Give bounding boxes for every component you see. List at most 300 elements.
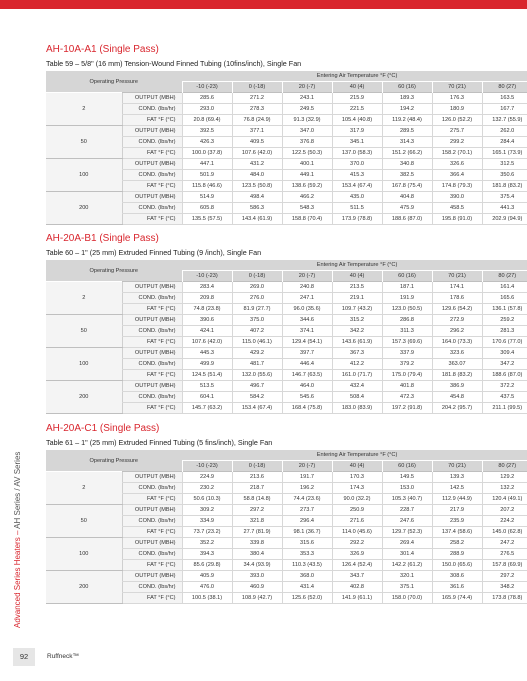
table-row: [46, 192, 527, 203]
row-label: OUTPUT (MBH): [122, 381, 182, 392]
entering-air-header: Entering Air Temperature °F (°C): [182, 71, 527, 82]
data-cell: 337.9: [382, 348, 432, 359]
data-cell: 124.5 (51.4): [182, 370, 232, 381]
pressure-cell: 50: [46, 505, 122, 538]
data-cell: 247.1: [282, 293, 332, 304]
data-cell: 340.8: [382, 159, 432, 170]
data-cell: 397.7: [282, 348, 332, 359]
section-title: AH-20A-B1 (Single Pass): [46, 233, 159, 244]
data-cell: 342.2: [332, 326, 382, 337]
data-cell: 449.1: [282, 170, 332, 181]
data-cell: 143.6 (61.9): [332, 337, 382, 348]
data-cell: 135.5 (57.5): [182, 214, 232, 225]
data-cell: 181.8 (83.2): [482, 181, 527, 192]
row-label: OUTPUT (MBH): [122, 282, 182, 293]
data-cell: 170.6 (77.0): [482, 337, 527, 348]
data-cell: 153.4 (67.4): [332, 181, 382, 192]
data-cell: 361.6: [432, 582, 482, 593]
data-cell: 367.3: [332, 348, 382, 359]
data-cell: 213.5: [332, 282, 382, 293]
data-cell: 407.2: [232, 326, 282, 337]
data-cell: 250.9: [332, 505, 382, 516]
row-label: FAT °F (°C): [122, 148, 182, 159]
page-number: 92: [13, 648, 35, 666]
data-cell: 334.9: [182, 516, 232, 527]
data-cell: 259.2: [482, 315, 527, 326]
data-cell: 247.2: [482, 538, 527, 549]
data-cell: 165.9 (74.4): [432, 593, 482, 604]
data-cell: 312.5: [482, 159, 527, 170]
data-cell: 405.9: [182, 571, 232, 582]
data-cell: 110.3 (43.5): [282, 560, 332, 571]
data-cell: 323.6: [432, 348, 482, 359]
row-label: OUTPUT (MBH): [122, 538, 182, 549]
data-cell: 243.1: [282, 93, 332, 104]
data-cell: 109.7 (43.2): [332, 304, 382, 315]
row-label: OUTPUT (MBH): [122, 192, 182, 203]
data-cell: 481.7: [232, 359, 282, 370]
data-cell: 224.2: [482, 516, 527, 527]
data-cell: 548.3: [282, 203, 332, 214]
data-cell: 386.9: [432, 381, 482, 392]
data-cell: 149.5: [382, 472, 432, 483]
row-label: FAT °F (°C): [122, 115, 182, 126]
column-header: 60 (16): [382, 461, 432, 472]
data-cell: 366.4: [432, 170, 482, 181]
data-cell: 511.5: [332, 203, 382, 214]
data-cell: 50.6 (10.3): [182, 494, 232, 505]
pressure-cell: 100: [46, 348, 122, 381]
data-cell: 472.3: [382, 392, 432, 403]
data-cell: 107.6 (42.0): [232, 148, 282, 159]
data-cell: 218.7: [232, 483, 282, 494]
data-cell: 105.4 (40.8): [332, 115, 382, 126]
row-label: COND. (lbs/hr): [122, 203, 182, 214]
data-cell: 96.0 (35.6): [282, 304, 332, 315]
data-cell: 137.0 (58.3): [332, 148, 382, 159]
table-caption: Table 60 – 1" (25 mm) Extruded Finned Tubing (9 /inch), Single Fan: [46, 248, 262, 257]
row-label: OUTPUT (MBH): [122, 315, 182, 326]
table-row: [46, 93, 527, 104]
pressure-cell: 200: [46, 571, 122, 604]
data-cell: 431.4: [282, 582, 332, 593]
row-label: FAT °F (°C): [122, 304, 182, 315]
data-cell: 115.0 (46.1): [232, 337, 282, 348]
data-cell: 145.7 (63.2): [182, 403, 232, 414]
data-cell: 353.3: [282, 549, 332, 560]
row-label: FAT °F (°C): [122, 403, 182, 414]
column-header: 20 (-7): [282, 271, 332, 282]
data-cell: 496.7: [232, 381, 282, 392]
data-cell: 217.9: [432, 505, 482, 516]
data-cell: 317.9: [332, 126, 382, 137]
data-cell: 347.0: [282, 126, 332, 137]
data-cell: 276.5: [482, 549, 527, 560]
data-cell: 514.9: [182, 192, 232, 203]
operating-pressure-header: Operating Pressure: [46, 260, 182, 282]
table-row: [46, 348, 527, 359]
data-cell: 380.4: [232, 549, 282, 560]
table-row: [46, 381, 527, 392]
column-header: 40 (4): [332, 82, 382, 93]
data-cell: 138.6 (59.2): [282, 181, 332, 192]
data-cell: 91.3 (32.9): [282, 115, 332, 126]
column-header: 80 (27): [482, 82, 527, 93]
data-cell: 424.1: [182, 326, 232, 337]
row-label: OUTPUT (MBH): [122, 472, 182, 483]
data-cell: 90.0 (32.2): [332, 494, 382, 505]
data-cell: 390.6: [182, 315, 232, 326]
data-cell: 174.8 (79.3): [432, 181, 482, 192]
pressure-cell: 50: [46, 315, 122, 348]
data-cell: 404.8: [382, 192, 432, 203]
data-cell: 426.3: [182, 137, 232, 148]
row-label: COND. (lbs/hr): [122, 293, 182, 304]
column-header: 0 (-18): [232, 461, 282, 472]
data-cell: 129.7 (52.3): [382, 527, 432, 538]
data-cell: 191.9: [382, 293, 432, 304]
table-caption: Table 61 – 1" (25 mm) Extruded Finned Tubing (5 fins/inch), Single Fan: [46, 438, 273, 447]
data-cell: 145.0 (62.8): [482, 527, 527, 538]
data-cell: 339.8: [232, 538, 282, 549]
section-title: AH-20A-C1 (Single Pass): [46, 423, 160, 434]
row-label: OUTPUT (MBH): [122, 348, 182, 359]
data-cell: 74.4 (23.6): [282, 494, 332, 505]
column-header: 80 (27): [482, 271, 527, 282]
row-label: OUTPUT (MBH): [122, 505, 182, 516]
table-row: [46, 505, 527, 516]
data-cell: 445.3: [182, 348, 232, 359]
data-cell: 311.3: [382, 326, 432, 337]
data-cell: 174.1: [432, 282, 482, 293]
side-series-label: Advanced Series Heaters – AH Series / AV Series: [13, 451, 22, 628]
data-cell: 412.2: [332, 359, 382, 370]
data-cell: 375.0: [232, 315, 282, 326]
data-cell: 74.8 (23.8): [182, 304, 232, 315]
data-cell: 126.4 (52.4): [332, 560, 382, 571]
data-cell: 370.0: [332, 159, 382, 170]
data-cell: 437.5: [482, 392, 527, 403]
data-cell: 460.9: [232, 582, 282, 593]
column-header: 20 (-7): [282, 461, 332, 472]
data-cell: 435.0: [332, 192, 382, 203]
data-cell: 180.9: [432, 104, 482, 115]
data-cell: 164.0 (73.3): [432, 337, 482, 348]
data-cell: 194.2: [382, 104, 432, 115]
data-cell: 151.2 (66.2): [382, 148, 432, 159]
data-cell: 129.2: [482, 472, 527, 483]
column-header: 0 (-18): [232, 271, 282, 282]
data-cell: 167.8 (75.4): [382, 181, 432, 192]
data-cell: 150.0 (65.6): [432, 560, 482, 571]
column-header: 70 (21): [432, 271, 482, 282]
row-label: COND. (lbs/hr): [122, 104, 182, 115]
data-cell: 584.2: [232, 392, 282, 403]
data-cell: 288.9: [432, 549, 482, 560]
data-cell: 76.8 (24.9): [232, 115, 282, 126]
data-cell: 586.3: [232, 203, 282, 214]
data-cell: 191.7: [282, 472, 332, 483]
pressure-cell: 2: [46, 93, 122, 126]
pressure-cell: 100: [46, 538, 122, 571]
data-cell: 393.0: [232, 571, 282, 582]
data-cell: 129.4 (54.1): [282, 337, 332, 348]
data-cell: 34.4 (93.9): [232, 560, 282, 571]
data-cell: 207.2: [482, 505, 527, 516]
data-cell: 187.1: [382, 282, 432, 293]
data-cell: 228.7: [382, 505, 432, 516]
data-cell: 142.2 (61.2): [382, 560, 432, 571]
data-cell: 501.9: [182, 170, 232, 181]
data-cell: 183.0 (83.9): [332, 403, 382, 414]
data-cell: 314.3: [382, 137, 432, 148]
data-cell: 476.0: [182, 582, 232, 593]
data-cell: 123.0 (50.5): [382, 304, 432, 315]
header-row: [46, 260, 527, 271]
data-cell: 112.9 (44.9): [432, 494, 482, 505]
data-cell: 326.9: [332, 549, 382, 560]
data-cell: 350.6: [482, 170, 527, 181]
data-cell: 320.1: [382, 571, 432, 582]
row-label: OUTPUT (MBH): [122, 159, 182, 170]
column-header: -10 (-23): [182, 271, 232, 282]
data-cell: 292.2: [332, 538, 382, 549]
data-cell: 129.6 (54.2): [432, 304, 482, 315]
top-accent-bar: [0, 0, 527, 9]
data-cell: 158.8 (70.4): [282, 214, 332, 225]
data-cell: 202.9 (94.9): [482, 214, 527, 225]
row-label: FAT °F (°C): [122, 214, 182, 225]
data-cell: 296.4: [282, 516, 332, 527]
data-cell: 249.5: [282, 104, 332, 115]
data-cell: 262.0: [482, 126, 527, 137]
data-cell: 368.0: [282, 571, 332, 582]
data-cell: 375.1: [382, 582, 432, 593]
data-cell: 114.0 (45.6): [332, 527, 382, 538]
table-row: [46, 315, 527, 326]
data-cell: 402.8: [332, 582, 382, 593]
data-cell: 309.4: [482, 348, 527, 359]
row-label: COND. (lbs/hr): [122, 170, 182, 181]
data-cell: 240.8: [282, 282, 332, 293]
performance-table: [46, 450, 527, 604]
row-label: FAT °F (°C): [122, 560, 182, 571]
data-cell: 545.6: [282, 392, 332, 403]
row-label: OUTPUT (MBH): [122, 126, 182, 137]
row-label: COND. (lbs/hr): [122, 137, 182, 148]
data-cell: 466.2: [282, 192, 332, 203]
pressure-cell: 200: [46, 192, 122, 225]
data-cell: 158.2 (70.1): [432, 148, 482, 159]
data-cell: 139.3: [432, 472, 482, 483]
data-cell: 126.0 (52.2): [432, 115, 482, 126]
data-cell: 161.4: [482, 282, 527, 293]
data-cell: 123.5 (50.8): [232, 181, 282, 192]
data-cell: 20.8 (69.4): [182, 115, 232, 126]
data-cell: 175.0 (79.4): [382, 370, 432, 381]
table-section: [46, 44, 523, 225]
pressure-cell: 2: [46, 472, 122, 505]
data-cell: 271.6: [332, 516, 382, 527]
data-cell: 447.1: [182, 159, 232, 170]
data-cell: 348.2: [482, 582, 527, 593]
data-cell: 275.7: [432, 126, 482, 137]
performance-table: [46, 71, 527, 225]
column-header: 0 (-18): [232, 82, 282, 93]
data-cell: 286.8: [382, 315, 432, 326]
data-cell: 167.7: [482, 104, 527, 115]
header-row: [46, 71, 527, 82]
data-cell: 498.4: [232, 192, 282, 203]
data-cell: 125.6 (52.0): [282, 593, 332, 604]
data-cell: 431.2: [232, 159, 282, 170]
data-cell: 392.5: [182, 126, 232, 137]
data-cell: 173.9 (78.8): [332, 214, 382, 225]
data-cell: 271.2: [232, 93, 282, 104]
pressure-cell: 2: [46, 282, 122, 315]
data-cell: 363.07: [432, 359, 482, 370]
data-cell: 276.0: [232, 293, 282, 304]
row-label: COND. (lbs/hr): [122, 483, 182, 494]
data-cell: 157.3 (69.6): [382, 337, 432, 348]
column-header: 70 (21): [432, 82, 482, 93]
pressure-cell: 100: [46, 159, 122, 192]
data-cell: 269.4: [382, 538, 432, 549]
data-cell: 508.4: [332, 392, 382, 403]
data-cell: 484.0: [232, 170, 282, 181]
data-cell: 315.2: [332, 315, 382, 326]
data-cell: 301.4: [382, 549, 432, 560]
data-cell: 188.6 (87.0): [382, 214, 432, 225]
data-cell: 170.3: [332, 472, 382, 483]
data-cell: 464.0: [282, 381, 332, 392]
data-cell: 352.2: [182, 538, 232, 549]
row-label: COND. (lbs/hr): [122, 359, 182, 370]
data-cell: 272.9: [432, 315, 482, 326]
data-cell: 475.9: [382, 203, 432, 214]
row-label: FAT °F (°C): [122, 494, 182, 505]
data-cell: 107.6 (42.0): [182, 337, 232, 348]
data-cell: 224.9: [182, 472, 232, 483]
data-cell: 105.3 (40.7): [382, 494, 432, 505]
row-label: COND. (lbs/hr): [122, 326, 182, 337]
entering-air-header: Entering Air Temperature °F (°C): [182, 450, 527, 461]
data-cell: 258.2: [432, 538, 482, 549]
data-cell: 157.8 (69.9): [482, 560, 527, 571]
data-cell: 181.8 (83.2): [432, 370, 482, 381]
column-header: -10 (-23): [182, 82, 232, 93]
column-header: 40 (4): [332, 461, 382, 472]
table-row: [46, 472, 527, 483]
data-cell: 122.5 (50.3): [282, 148, 332, 159]
column-header: 70 (21): [432, 461, 482, 472]
column-header: 20 (-7): [282, 82, 332, 93]
data-cell: 188.6 (87.0): [482, 370, 527, 381]
data-cell: 197.2 (91.8): [382, 403, 432, 414]
data-cell: 132.2: [482, 483, 527, 494]
data-cell: 513.5: [182, 381, 232, 392]
data-cell: 374.1: [282, 326, 332, 337]
table-row: [46, 538, 527, 549]
data-cell: 189.3: [382, 93, 432, 104]
data-cell: 284.4: [482, 137, 527, 148]
data-cell: 230.2: [182, 483, 232, 494]
row-label: FAT °F (°C): [122, 370, 182, 381]
table-row: [46, 282, 527, 293]
data-cell: 308.6: [432, 571, 482, 582]
data-cell: 120.4 (49.1): [482, 494, 527, 505]
column-header: -10 (-23): [182, 461, 232, 472]
data-cell: 141.9 (61.1): [332, 593, 382, 604]
data-cell: 73.7 (23.2): [182, 527, 232, 538]
row-label: COND. (lbs/hr): [122, 516, 182, 527]
table-section: [46, 233, 523, 414]
column-header: 80 (27): [482, 461, 527, 472]
table-section: [46, 423, 523, 604]
data-cell: 132.7 (55.9): [482, 115, 527, 126]
data-cell: 441.3: [482, 203, 527, 214]
data-cell: 27.7 (81.9): [232, 527, 282, 538]
data-cell: 108.9 (42.7): [232, 593, 282, 604]
data-cell: 153.4 (67.4): [232, 403, 282, 414]
data-cell: 429.2: [232, 348, 282, 359]
data-cell: 142.5: [432, 483, 482, 494]
data-cell: 165.1 (73.9): [482, 148, 527, 159]
operating-pressure-header: Operating Pressure: [46, 450, 182, 472]
data-cell: 161.0 (71.7): [332, 370, 382, 381]
data-cell: 376.8: [282, 137, 332, 148]
data-cell: 432.4: [332, 381, 382, 392]
data-cell: 146.7 (63.5): [282, 370, 332, 381]
column-header: 40 (4): [332, 271, 382, 282]
header-row: [46, 450, 527, 461]
column-header: 60 (16): [382, 82, 432, 93]
data-cell: 278.3: [232, 104, 282, 115]
data-cell: 296.2: [432, 326, 482, 337]
row-label: FAT °F (°C): [122, 593, 182, 604]
data-cell: 209.8: [182, 293, 232, 304]
data-cell: 85.6 (29.8): [182, 560, 232, 571]
data-cell: 100.5 (38.1): [182, 593, 232, 604]
data-cell: 195.8 (91.0): [432, 214, 482, 225]
table-row: [46, 159, 527, 170]
data-cell: 382.5: [382, 170, 432, 181]
data-cell: 211.1 (99.5): [482, 403, 527, 414]
data-cell: 347.2: [482, 359, 527, 370]
row-label: FAT °F (°C): [122, 527, 182, 538]
data-cell: 143.4 (61.9): [232, 214, 282, 225]
data-cell: 309.2: [182, 505, 232, 516]
data-cell: 454.8: [432, 392, 482, 403]
data-cell: 119.2 (48.4): [382, 115, 432, 126]
data-cell: 215.9: [332, 93, 382, 104]
data-cell: 221.5: [332, 104, 382, 115]
data-cell: 293.0: [182, 104, 232, 115]
data-cell: 315.6: [282, 538, 332, 549]
data-cell: 173.8 (78.8): [482, 593, 527, 604]
data-cell: 165.6: [482, 293, 527, 304]
data-cell: 344.6: [282, 315, 332, 326]
data-cell: 345.1: [332, 137, 382, 148]
row-label: FAT °F (°C): [122, 337, 182, 348]
data-cell: 136.1 (57.8): [482, 304, 527, 315]
data-cell: 269.0: [232, 282, 282, 293]
data-cell: 415.3: [332, 170, 382, 181]
data-cell: 153.0: [382, 483, 432, 494]
data-cell: 163.5: [482, 93, 527, 104]
data-cell: 176.3: [432, 93, 482, 104]
row-label: COND. (lbs/hr): [122, 392, 182, 403]
